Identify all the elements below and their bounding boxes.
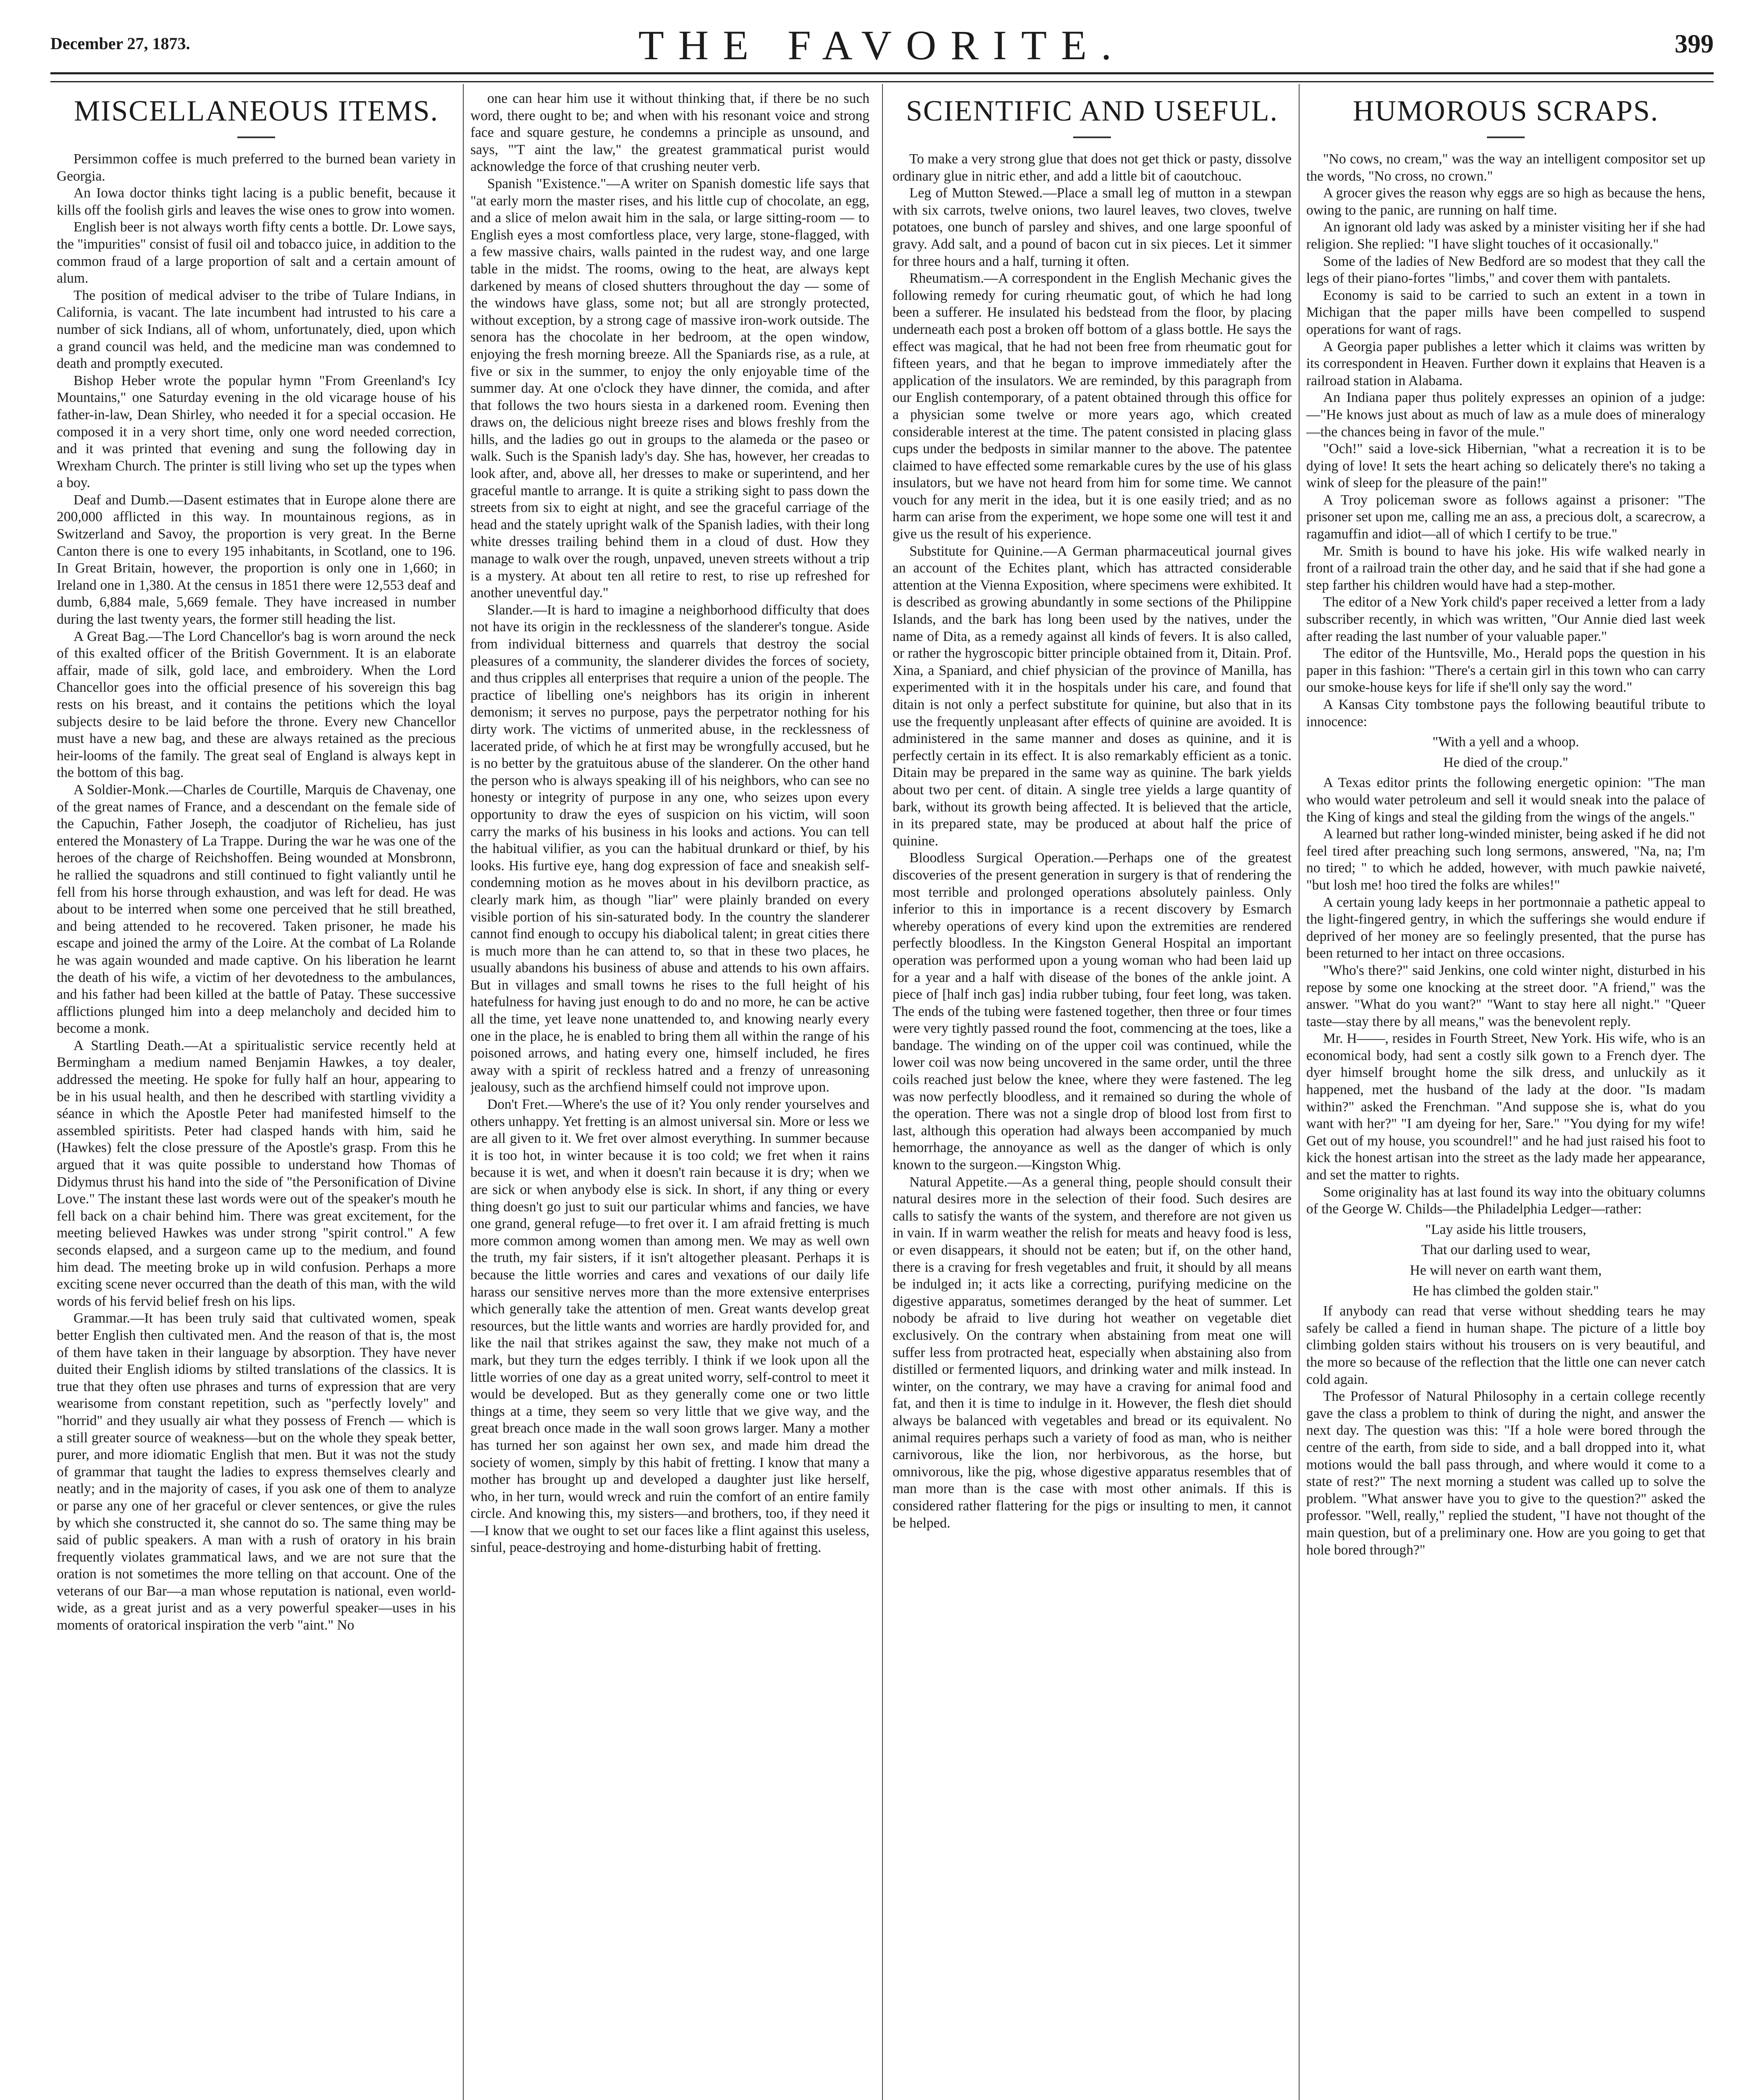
article-list [1306,1303,1705,1559]
paragraph: The position of medical adviser to the tribe of Tulare Indians, in California, is vacant. The late incumbent had intrusted to his care a number of sick Indians, all of whom, unfortunately, died, upon which a grand council was held, and the medicine man was condemned to death and promptly executed. [57,287,456,372]
page-number: 399 [1675,30,1714,58]
masthead [50,17,1714,68]
paragraph: A certain young lady keeps in her portmonnaie a pathetic appeal to the light-fingered gentry, in which the sufferings she would endure if deprived of her money are so feelingly presented, that the purse has been returned to her intact on three occasions. [1306,894,1705,961]
newspaper-title: THE FAVORITE. [638,22,1126,68]
paragraph: Persimmon coffee is much preferred to the burned bean variety in Georgia. [57,151,456,184]
paragraph: Deaf and Dumb.—Dasent estimates that in Europe alone there are 200,000 afflicted in this way. In mountainous regions, as in Switzerland and Savoy, the proportion is very great. In the Berne Canton there is one to every 195 inhabitants, in Scotland, one to 196. In Great Britain, however, the proportion is only one in 1,660; in Ireland one in 1,380. At the census in 1851 there were 12,553 deaf and dumb, 6,884 male, 5,669 female. They have increased in number during the last twenty years, the former still heading the list. [57,492,456,627]
paragraph: Bishop Heber wrote the popular hymn "From Greenland's Icy Mountains," one Saturday evening in the old vicarage house of his father-in-law, Dean Shirley, who needed it for a special occasion. He composed it in a very short time, only one word needed correction, and it was printed that evening and sung the following day in Wrexham Church. The printer is still living who set up the types when a boy. [57,373,456,491]
paragraph: "No cows, no cream," was the way an intelligent compositor set up the words, "No cross, no crown." [1306,151,1705,184]
column-miscellaneous [57,90,456,2100]
column-rule [463,84,464,2100]
paragraph: A Texas editor prints the following energetic opinion: "The man who would water petroleum and sell it would sneak into the palace of the King of kings and steal the gilding from the wings of the angels." [1306,775,1705,825]
heading-dash [1487,136,1525,138]
paragraph: Don't Fret.—Where's the use of it? You only render yourselves and others unhappy. Yet fretting is an almost universal sin. More or less we are all given to it. We fret over almost everything. In summer because it is too hot, in winter because it is too cold; we fret when it rains because it is wet, and when it doesn't rain because it is dry; when we are sick or when anybody else is sick. In short, if any thing or every thing doesn't go just to suit our particular whims and fancies, we have one grand, general refuge—to fret over it. I am afraid fretting is much more common among women than among men. We may as well own the truth, my fair sisters, if it isn't altogether pleasant. Perhaps it is because the little worries and cares and vexations of our daily life harass our sensitive nerves more than the more extensive enterprises which generally take the attention of men. Great wants develop great resources, but the little wants and worries are hardly provided for, and like the nail that strikes against the saw, they make not much of a mark, but they turn the edges terribly. I think if we look upon all the little worries of one day as a great united worry, self-control to meet it would be developed. But as they generally come one or two little things at a time, they seem so very little that we give way, and the great breach once made in the wall soon grows larger. Many a mother has turned her son against her own sex, and made him dread the society of women, simply by this habit of fretting. I know that many a mother has brought up and developed a daughter just like herself, who, in her turn, would wreck and ruin the comfort of an entire family circle. And knowing this, my sisters—and brothers, too, if they need it—I know that we ought to set our faces like a flint against this useless, sinful, peace-destroying and home-disturbing habit of fretting. [470,1097,869,1556]
paragraph: An Iowa doctor thinks tight lacing is a public benefit, because it kills off the foolish girls and leaves the wise ones to grow into women. [57,185,456,218]
article-list [470,90,869,1557]
paragraph: A Kansas City tombstone pays the following beautiful tribute to innocence: [1306,697,1705,730]
paragraph: The editor of the Huntsville, Mo., Herald pops the question in his paper in this fashion: "There's a certain girl in this town who can carry our smoke-house keys for life if she'll only say the word." [1306,646,1705,696]
paragraph: "Who's there?" said Jenkins, one cold winter night, disturbed in his repose by some one knocking at the street door. "A friend," was the answer. "What do you want?" "Want to stay here all night." "Queer taste—stay there by all means," was the benevolent reply. [1306,962,1705,1029]
paragraph: Some of the ladies of New Bedford are so modest that they call the legs of their piano-fortes "limbs," and cover them with pantalets. [1306,253,1705,286]
paragraph: A Soldier-Monk.—Charles de Courtille, Marquis de Chavenay, one of the great names of France, and a descendant on the female side of the Capuchin, Father Joseph, the coadjutor of Richelieu, has just entered the Monastery of La Trappe. During the war he was one of the heroes of the charge of Reichshoffen. Being wounded at Monsbronn, he rallied the squadrons and still continued to fight valiantly until he fell from his horse through exhaustion, and was left for dead. He was about to be interred when some one perceived that he still breathed, and being attended to he recovered. Taken prisoner, he made his escape and joined the army of the Loire. At the combat of La Rolande he was again wounded and made captive. On his liberation he learnt the death of his wife, a victim of her devotedness to the ambulances, and his father had been killed at the battle of Patay. These successive afflictions plunged him into a deep melancholy and decided him to become a monk. [57,782,456,1037]
column-rule [882,84,883,2100]
paragraph: Mr. H——, resides in Fourth Street, New York. His wife, who is an economical body, had sent a costly silk gown to a French dyer. The dyer himself brought home the silk dress, and unluckily as it happened, met the husband of the lady at the door. "Is madam within?" asked the Frenchman. "And suppose she is, what do you want with her?" "I am dyeing for her, Sare." "You dying for my wife! Get out of my house, you scoundrel!" and he had just raised his foot to kick the honest artisan into the street as the lady made her appearance, and set the matter to rights. [1306,1031,1705,1183]
poem-line: That our darling used to wear, [1421,1242,1591,1258]
paragraph: Slander.—It is hard to imagine a neighborhood difficulty that does not have its origin in the recklessness of the slanderer's tongue. Aside from individual bitterness and quarrels that destroy the social pleasures of a community, the slanderer divides the forces of society, and thus cripples all enterprises that require a union of the people. The practice of libelling one's neighbors has its origin in inherent demonism; it serves no purpose, pays the perpetrator nothing for his dirty work. The victims of unmerited abuse, in the recklessness of lacerated pride, of which he at first may be wrongfully accused, but he is no better by the gratuitous abuse of the slanderer. On the other hand the person who is always speaking ill of his neighbors, who can see no honesty or integrity of purpose in any one, who seizes upon every opportunity to draw the eyes of suspicion on his victim, will soon carry the marks of his business in his looks and actions. You can tell the habitual vilifier, as you can the habitual drunkard or thief, by his looks. His furtive eye, hang dog expression of face and sneakish self-condemning motion as he moves about in his devilborn practice, as clearly mark him, as though "liar" were plainly branded on every visible portion of his sin-saturated body. In the country the slanderer cannot find enough to occupy his diabolical talent; in great cities there is much more than he can attend to, so that in these two places, he usually abandons his business of abuse and attends to his own affairs. But in villages and small towns he rises to the full height of his hatefulness for having just enough to do and no more, he can be active all the time, yet leave none unattended to, and knowing nearly every one in the place, he is enabled to bring them all within the range of his poisoned arrows, and hating every one, himself included, he fires away with a spirit of reckless hatred and a frenzy of unreasoning jealousy, such as the archfiend himself could not improve upon. [470,602,869,1095]
paragraph: Grammar.—It has been truly said that cultivated women, speak better English then cultivated men. And the reason of that is, the most of them have taken in their language by absorption. They have never duited their English idioms by stilted translations of the classics. It is true that they often use phrases and turns of expression that are very wearisome from constant repetition, such as "perfectly lovely" and "horrid" and they usually air what they possess of French — which is a still greater source of weakness—but on the whole they speak better, purer, and more idiomatic English that men. But it was not the study of grammar that taught the ladies to express themselves clearly and neatly; and in the majority of cases, if you ask one of them to analyze or parse any one of her graceful or clever sentences, or give the rules by which she constructed it, she cannot do so. The same thing may be said of public speakers. A man with a rush of oratory in his brain frequently violates grammatical laws, and we are not sure that the oration is not sometimes the more telling on that account. One of the veterans of our Bar—a man whose reputation is national, even world-wide, as a great jurist and as a very powerful speaker—uses in his moments of oratorical inspiration the verb "aint." No [57,1310,456,1633]
section-heading: MISCELLANEOUS ITEMS. [74,95,439,127]
paragraph: English beer is not always worth fifty cents a bottle. Dr. Lowe says, the "impurities" consist of fusil oil and tobacco juice, in addition to the common fraud of a large proportion of salt and a certain amount of alum. [57,219,456,286]
paragraph: Some originality has at last found its way into the obituary columns of the George W. Childs—the Philadelphia Ledger—rather: [1306,1184,1705,1217]
paragraph: Rheumatism.—A correspondent in the English Mechanic gives the following remedy for curing rheumatic gout, of which he had long been a sufferer. He insulated his bedstead from the floor, by placing underneath each post a broken off bottom of a glass bottle. He says the effect was magical, that he had not been free from rheumatic gout for fifteen years, and that he began to improve immediately after the application of the insulators. We are reminded, by this paragraph from our English contemporary, of a patent obtained through this office for a physician some twelve or more years ago, which created considerable interest at the time. The patent consisted in placing glass cups under the bedposts in similar manner to the above. The patentee claimed to have effected some remarkable cures by the use of his glass insulators, but we have not heard from him for some time. We cannot vouch for any merit in the idea, but it is one easily tried; and as no harm can arise from the experiment, we hope some one will test it and give us the result of his experience. [893,270,1292,542]
paragraph: If anybody can read that verse without shedding tears he may safely be called a fiend in human shape. The picture of a little boy climbing golden stairs without his trousers on is very beautiful, and the more so because of the reflection that the little one can never catch cold again. [1306,1303,1705,1387]
paragraph: Spanish "Existence."—A writer on Spanish domestic life says that "at early morn the master rises, and his little cup of chocolate, an egg, and a slice of melon await him in the sala, or large sitting-room — to English eyes a most comfortless place, very large, stone-flagged, with a few massive chairs, walls painted in the rudest way, and one large table in the midst. The rooms, owing to the heat, are always kept darkened by means of closed shutters throughout the day — some of the windows have glass, some not; but all are strongly protected, without exception, by a strong cage of massive iron-work outside. The senora has the chocolate in her bedroom, at the open window, enjoying the fresh morning breeze. All the Spaniards rise, as a rule, at five or six in the summer, to enjoy the only enjoyable time of the summer day. At one o'clock they have dinner, the comida, and after that follows the two hours siesta in a darkened room. Evening then draws on, the delicious night breeze rises and blows freshly from the hills, and the ladies go out in groups to the alameda or the paseo or walk. Such is the Spanish lady's day. She has, however, her creadas to look after, and, above all, her dresses to make or superintend, and her graceful mantle to arrange. It is quite a striking sight to pass down the streets from six to eight at night, and see the graceful carriage of the head and the stately upright walk of the Spanish ladies, with their long white dresses trailing behind them in a cloud of dust. How they manage to walk over the rough, unpaved, uneven streets without a trip is a mystery. At about ten all retire to rest, to rise up refreshed for another uneventful day." [470,176,869,601]
article-list [1306,151,1705,730]
article-list [1306,774,1705,1218]
paragraph: The Professor of Natural Philosophy in a certain college recently gave the class a problem to think of during the night, and answer the next day. The question was this: "If a hole were bored through the centre of the earth, from side to side, and a ball dropped into it, what motions would the ball pass through, and where would it come to a state of rest?" The next morning a student was called up to solve the problem. "What answer have you to give to the question?" asked the professor. "Well, really," replied the student, "I have not thought of the main question, but of a preliminary one. How are you going to get that hole bored through?" [1306,1389,1705,1558]
article-list [57,151,456,1634]
paragraph: A learned but rather long-winded minister, being asked if he did not feel tired after preaching such long sermons, answered, "Na, na; I'm no tired; " to which he added, however, with much pawkie naiveté, "but losh me! hoo tired the folks are whiles!" [1306,826,1705,893]
paragraph: A Great Bag.—The Lord Chancellor's bag is worn around the neck of this exalted officer of the British Government. It is an elaborate affair, made of silk, gold lace, and embroidery. When the Lord Chancellor goes into the official presence of his sovereign this bag rests on his breast, and it contains the petitions which the loyal subjects desire to be laid before the throne. Every new Chancellor must have a new bag, and these are always retained as the precious heir-looms of the family. The great seal of England is always kept in the bottom of this bag. [57,628,456,781]
paragraph: A Georgia paper publishes a letter which it claims was written by its correspondent in Heaven. Further down it explains that Heaven is a railroad station in Alabama. [1306,339,1705,388]
paragraph: A Startling Death.—At a spiritualistic service recently held at Bermingham a medium named Benjamin Hawkes, a toy dealer, addressed the meeting. He spoke for fully half an hour, appearing to be in his usual health, and then he described with startling vividity a séance in which the Apostle Peter had manifested himself to the assembled spiritists. Peter had clasped hands with him, said he (Hawkes) felt the close pressure of the Apostle's grasp. From this he argued that it was quite possible to understand how Thomas of Didymus thrust his hand into the side of "the Personification of Divine Love." The instant these last words were out of the speaker's mouth he fell back on a chair behind him. There was great excitement, for the meeting believed Hawkes was under strong "spirit control." A few seconds elapsed, and a surgeon came up to the medium, and found him dead. The meeting broke up in wild confusion. Perhaps a more exciting scene never occurred than the death of this man, with the wild words of his fervid belief fresh on his lips. [57,1037,456,1309]
issue-date: December 27, 1873. [50,34,190,53]
paragraph: Bloodless Surgical Operation.—Perhaps one of the greatest discoveries of the present generation in surgery is that of rendering the most terrible and prolonged operations absolutely painless. Only inferior to this in importance is a recent discovery by Esmarch whereby operations of every kind upon the extremities are rendered perfectly bloodless. In the Kingston General Hospital an important operation was performed upon a young woman who had been laid up for a year and a half with disease of the bones of the ankle joint. A piece of [half inch gas] india rubber tubing, four feet long, was taken. The ends of the tubing were fastened together, then three or four times were very tightly passed round the foot, commencing at the toes, like a bandage. The winding on of the upper coil was continued, while the lower coil was now being uncovered in the same order, until the three coils reached just below the knee, where they were fastened. The leg was now perfectly bloodless, and it remained so during the whole of the operation. There was not a single drop of blood lost from first to last, although this operation had always been accompanied by much hemorrhage, the annoyance as well as the danger of which is only known to the surgeon.—Kingston Whig. [893,850,1292,1173]
poem-line: "Lay aside his little trousers, [1425,1221,1586,1237]
column-miscellaneous-continued [470,90,869,2100]
poem-line: He has climbed the golden stair." [1413,1283,1599,1299]
column-rule [1299,84,1300,2100]
paragraph: An Indiana paper thus politely expresses an opinion of a judge:—"He knows just about as much of law as a mule does of mineralogy—the chances being in favor of the mule." [1306,390,1705,440]
paragraph: An ignorant old lady was asked by a minister visiting her if she had religion. She replied: "I have slight touches of it occasionally." [1306,219,1705,252]
section-heading: HUMOROUS SCRAPS. [1352,95,1659,127]
poem-line: "With a yell and a whoop. [1432,734,1579,750]
poem [1306,734,1705,771]
paragraph: To make a very strong glue that does not get thick or pasty, dissolve ordinary glue in nitric ether, and add a little bit of caoutchouc. [893,151,1292,184]
masthead-rule [50,72,1714,82]
poem-line: He will never on earth want them, [1410,1263,1602,1278]
paragraph: "Och!" said a love-sick Hibernian, "what a recreation it is to be dying of love! It sets the heart aching so delicately there's no taking a wink of sleep for the pleasure of the pain!" [1306,441,1705,491]
paragraph: Substitute for Quinine.—A German pharmaceutical journal gives an account of the Echites plant, which has attracted considerable attention at the Vienna Exposition, where specimens were exhibited. It is described as growing abundantly in some sections of the Philippine Islands, and the bark has long been used by the natives, under the name of Dita, as a remedy against all kinds of fevers. It is also called, or rather the hygroscopic bitter principle obtained from it, Ditain. Prof. Xina, a Spaniard, and chief physician of the province of Manilla, has experimented with it in the hospitals under his care, and found that ditain is not only a perfect substitute for quinine, but also that in its use the frequently unpleasant after effects of quinine are avoided. It is administered in the same manner and doses as quinine, and it is perfectly certain in its effect. It is also remarkably efficient as a tonic. Ditain may be prepared in the same way as quinine. The bark yields about two per cent. of ditain. A single tree yields a large quantity of bark, without its growth being affected. It is believed that the article, in its prepared state, may be produced at about half the price of quinine. [893,543,1292,849]
paragraph: one can hear him use it without thinking that, if there be no such word, there ought to be; and when with his resonant voice and strong face and square gesture, he condemns a principle as unsound, and says, "'T aint the law," the greatest grammatical purist would acknowledge the force of that crushing neuter verb. [470,91,869,175]
section-heading: SCIENTIFIC AND USEFUL. [906,95,1279,127]
paragraph: Mr. Smith is bound to have his joke. His wife walked nearly in front of a railroad train the other day, and he said that if she had gone a step farther his children would have had a step-mother. [1306,543,1705,593]
paragraph: Economy is said to be carried to such an extent in a town in Michigan that the paper mills have been compelled to suspend operations for want of rags. [1306,287,1705,337]
heading-dash [237,136,275,138]
paragraph: Leg of Mutton Stewed.—Place a small leg of mutton in a stewpan with six carrots, twelve onions, two laurel leaves, two cloves, twelve potatoes, one bunch of parsley and shives, and one large spoonful of gravy. Add salt, and a pound of bacon cut in six pieces. Let it simmer for three hours and a half, turning it often. [893,185,1292,269]
paragraph: The editor of a New York child's paper received a letter from a lady subscriber recently, in which was written, "Our Annie died last week after reading the last number of your valuable paper." [1306,594,1705,644]
column-scientific [893,90,1292,2100]
poem-line: He died of the croup." [1443,754,1568,770]
heading-dash [1073,136,1111,138]
paragraph: Natural Appetite.—As a general thing, people should consult their natural desires more in the selection of their food. Such desires are calls to satisfy the wants of the system, and therefore are not given us in vain. If in warm weather the relish for meats and heavy food is less, or even disappears, it should not be eaten; but if, on the other hand, there is a craving for fresh vegetables and fruit, it should by all means be indulged in; it acts like a correcting, purifying medicine on the digestive apparatus, sometimes deranged by the heat of summer. Let nobody be afraid to live during hot weather on vegetable diet exclusively. On the contrary when abstaining from meat one will suffer less from protracted heat, especially when abstaining also from distilled or fermented liquors, and drinking water and milk instead. In winter, on the contrary, we may have a craving for animal food and fat, and then it is time to indulge in it. However, the flesh diet should always be balanced with vegetables and bread or its equivalent. No animal requires perhaps such a variety of food as man, who is neither carnivorous, like the lion, nor herbivorous, as the horse, but omnivorous, like the pig, whose digestive apparatus resembles that of man more than is the case with most other animals. If this is considered rather flattering for the pigs or insulting to men, it cannot be helped. [893,1174,1292,1531]
paragraph: A Troy policeman swore as follows against a prisoner: "The prisoner set upon me, calling me an ass, a precious dolt, a scarecrow, a ragamuffin and idiot—all of which I certify to be true." [1306,492,1705,542]
paragraph: A grocer gives the reason why eggs are so high as because the hens, owing to the panic, are running on half time. [1306,185,1705,218]
article-list [893,151,1292,1532]
column-humorous [1306,90,1705,2100]
poem [1306,1221,1705,1299]
